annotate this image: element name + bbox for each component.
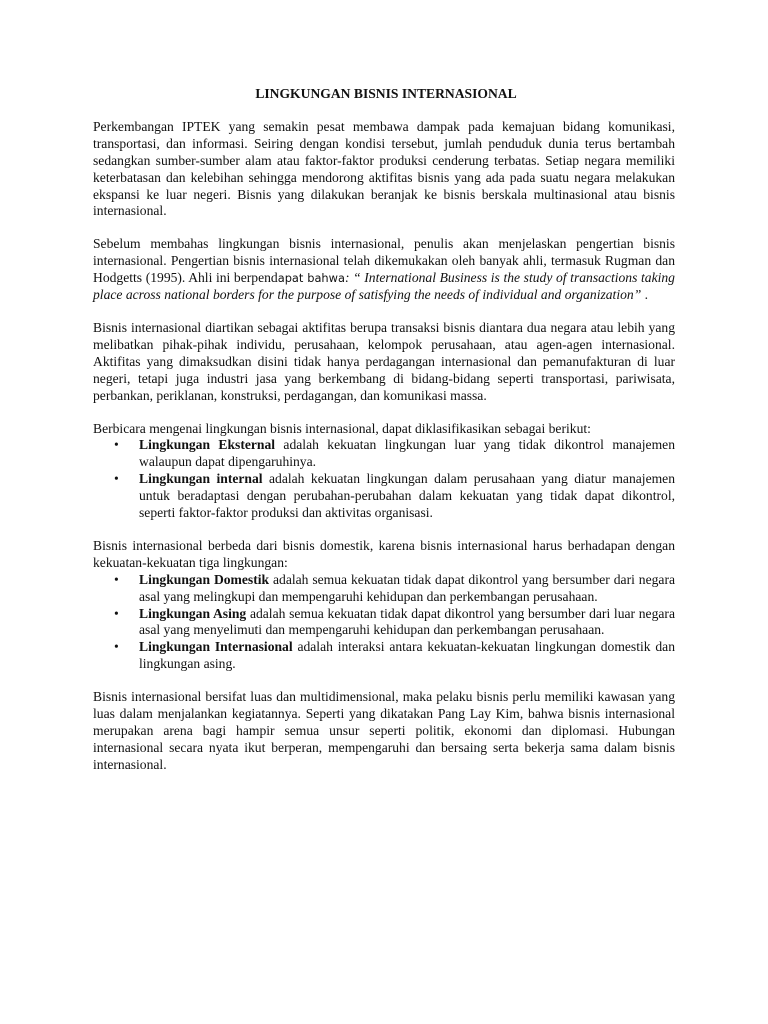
bullet-icon: •	[114, 639, 119, 655]
definition-end: .	[641, 287, 649, 303]
list-item-term: Lingkungan Eksternal	[139, 437, 276, 453]
paragraph-intro: Perkembangan IPTEK yang semakin pesat membawa dampak pada kemajuan bidang komunikasi, transportasi, dan informasi. Seiring dengan kondisi tersebut, jumlah penduduk dunia terus bertambah sedangkan sumber-sumber alam atau faktor-faktor produksi cenderung terbatas. Setiap negara memiliki keterbatasan dan kelebihan sehingga mendorong aktifitas bisnis yang ada pada suatu negara melakukan ekspansi ke luar negeri. Bisnis yang dilakukan beranjak ke bisnis berskala multinasional atau bisnis internasional.	[93, 118, 675, 219]
bullet-icon: •	[114, 571, 119, 587]
bullet-icon: •	[114, 605, 119, 621]
document-page	[93, 86, 675, 790]
list-item	[93, 437, 675, 471]
document-title: LINGKUNGAN BISNIS INTERNASIONAL	[255, 86, 517, 101]
definition-quote: : “ International Business is the study of transactions taking place across national borders for the purpose of satisfying the needs of individual and organization”	[93, 270, 675, 303]
definition-text: Sebelum membahas lingkungan bisnis internasional, penulis akan menjelaskan pengertian bisnis internasional. Pengertian bisnis internasional telah dikemukakan oleh banyak ahli, termasuk Rugman dan Hodgetts (1995). Ahli ini berpend	[93, 236, 675, 286]
list-item-text: adalah semua kekuatan tidak dapat dikontrol yang bersumber dari negara asal yang melingkupi dan mempengaruhi kehidupan dan perkembangan perusahaan.	[139, 571, 675, 604]
list-item-term: Lingkungan internal	[139, 471, 263, 487]
definition-sans-fragment: apat bahwa	[277, 271, 345, 286]
list-item-text: adalah interaksi antara kekuatan-kekuatan lingkungan domestik dan lingkungan asing.	[139, 639, 676, 672]
list-item-text: adalah semua kekuatan tidak dapat dikontrol yang bersumber dari luar negara asal yang menyelimuti dan mempengaruhi kehidupan dan perkembangan perusahaan.	[139, 605, 675, 638]
list-item	[93, 471, 675, 522]
bullet-icon: •	[114, 471, 119, 487]
list-item-term: Lingkungan Internasional	[139, 639, 293, 655]
list-item	[93, 639, 675, 673]
paragraph-definition	[93, 236, 675, 304]
list-item	[93, 606, 675, 640]
paragraph-multidimensional: Bisnis internasional bersifat luas dan multidimensional, maka pelaku bisnis perlu memiliki kawasan yang luas dalam menjalankan kegiatannya. Seperti yang dikatakan Pang Lay Kim, bahwa bisnis internasional merupakan arena bagi hampir semua unsur seperti politik, ekonomi dan diplomasi. Hubungan internasional secara nyata ikut berperan, mempengaruhi dan bersaing serta bekerja sama dalam bisnis internasional.	[93, 689, 675, 772]
paragraph-activities: Bisnis internasional diartikan sebagai aktifitas berupa transaksi bisnis diantara dua negara atau lebih yang melibatkan pihak-pihak individu, perusahaan, kelompok perusahaan, atau agen-agen internasional. Aktifitas yang dimaksudkan disini tidak hanya perdagangan internasional dan pemanufakturan di luar negeri, tetapi juga industri jasa yang berkembang di bidang-bidang seperti transportasi, pariwisata, perbankan, periklanan, konstruksi, perdagangan, dan komunikasi massa.	[93, 319, 675, 403]
paragraph-classification: Berbicara mengenai lingkungan bisnis internasional, dapat diklasifikasikan sebagai berikut:	[93, 420, 591, 436]
list-item-term: Lingkungan Domestik	[139, 571, 270, 587]
paragraph-domestic-vs-international: Bisnis internasional berbeda dari bisnis domestik, karena bisnis internasional harus berhadapan dengan kekuatan-kekuatan tiga lingkungan:	[93, 537, 675, 570]
list-item-text: adalah kekuatan lingkungan dalam perusahaan yang diatur manajemen untuk beradaptasi dengan perubahan-perubahan dalam kekuatan yang tidak dapat dikontrol, seperti faktor-faktor produksi dan aktivitas organisasi.	[139, 471, 676, 521]
list-item	[93, 572, 675, 606]
bullet-icon: •	[114, 437, 119, 453]
list-item-term: Lingkungan Asing	[139, 605, 247, 621]
classification-list	[93, 437, 675, 522]
list-item-text: adalah kekuatan lingkungan luar yang tidak dikontrol manajemen walaupun dapat dipengaruhinya.	[139, 437, 675, 470]
environment-list	[93, 572, 675, 673]
